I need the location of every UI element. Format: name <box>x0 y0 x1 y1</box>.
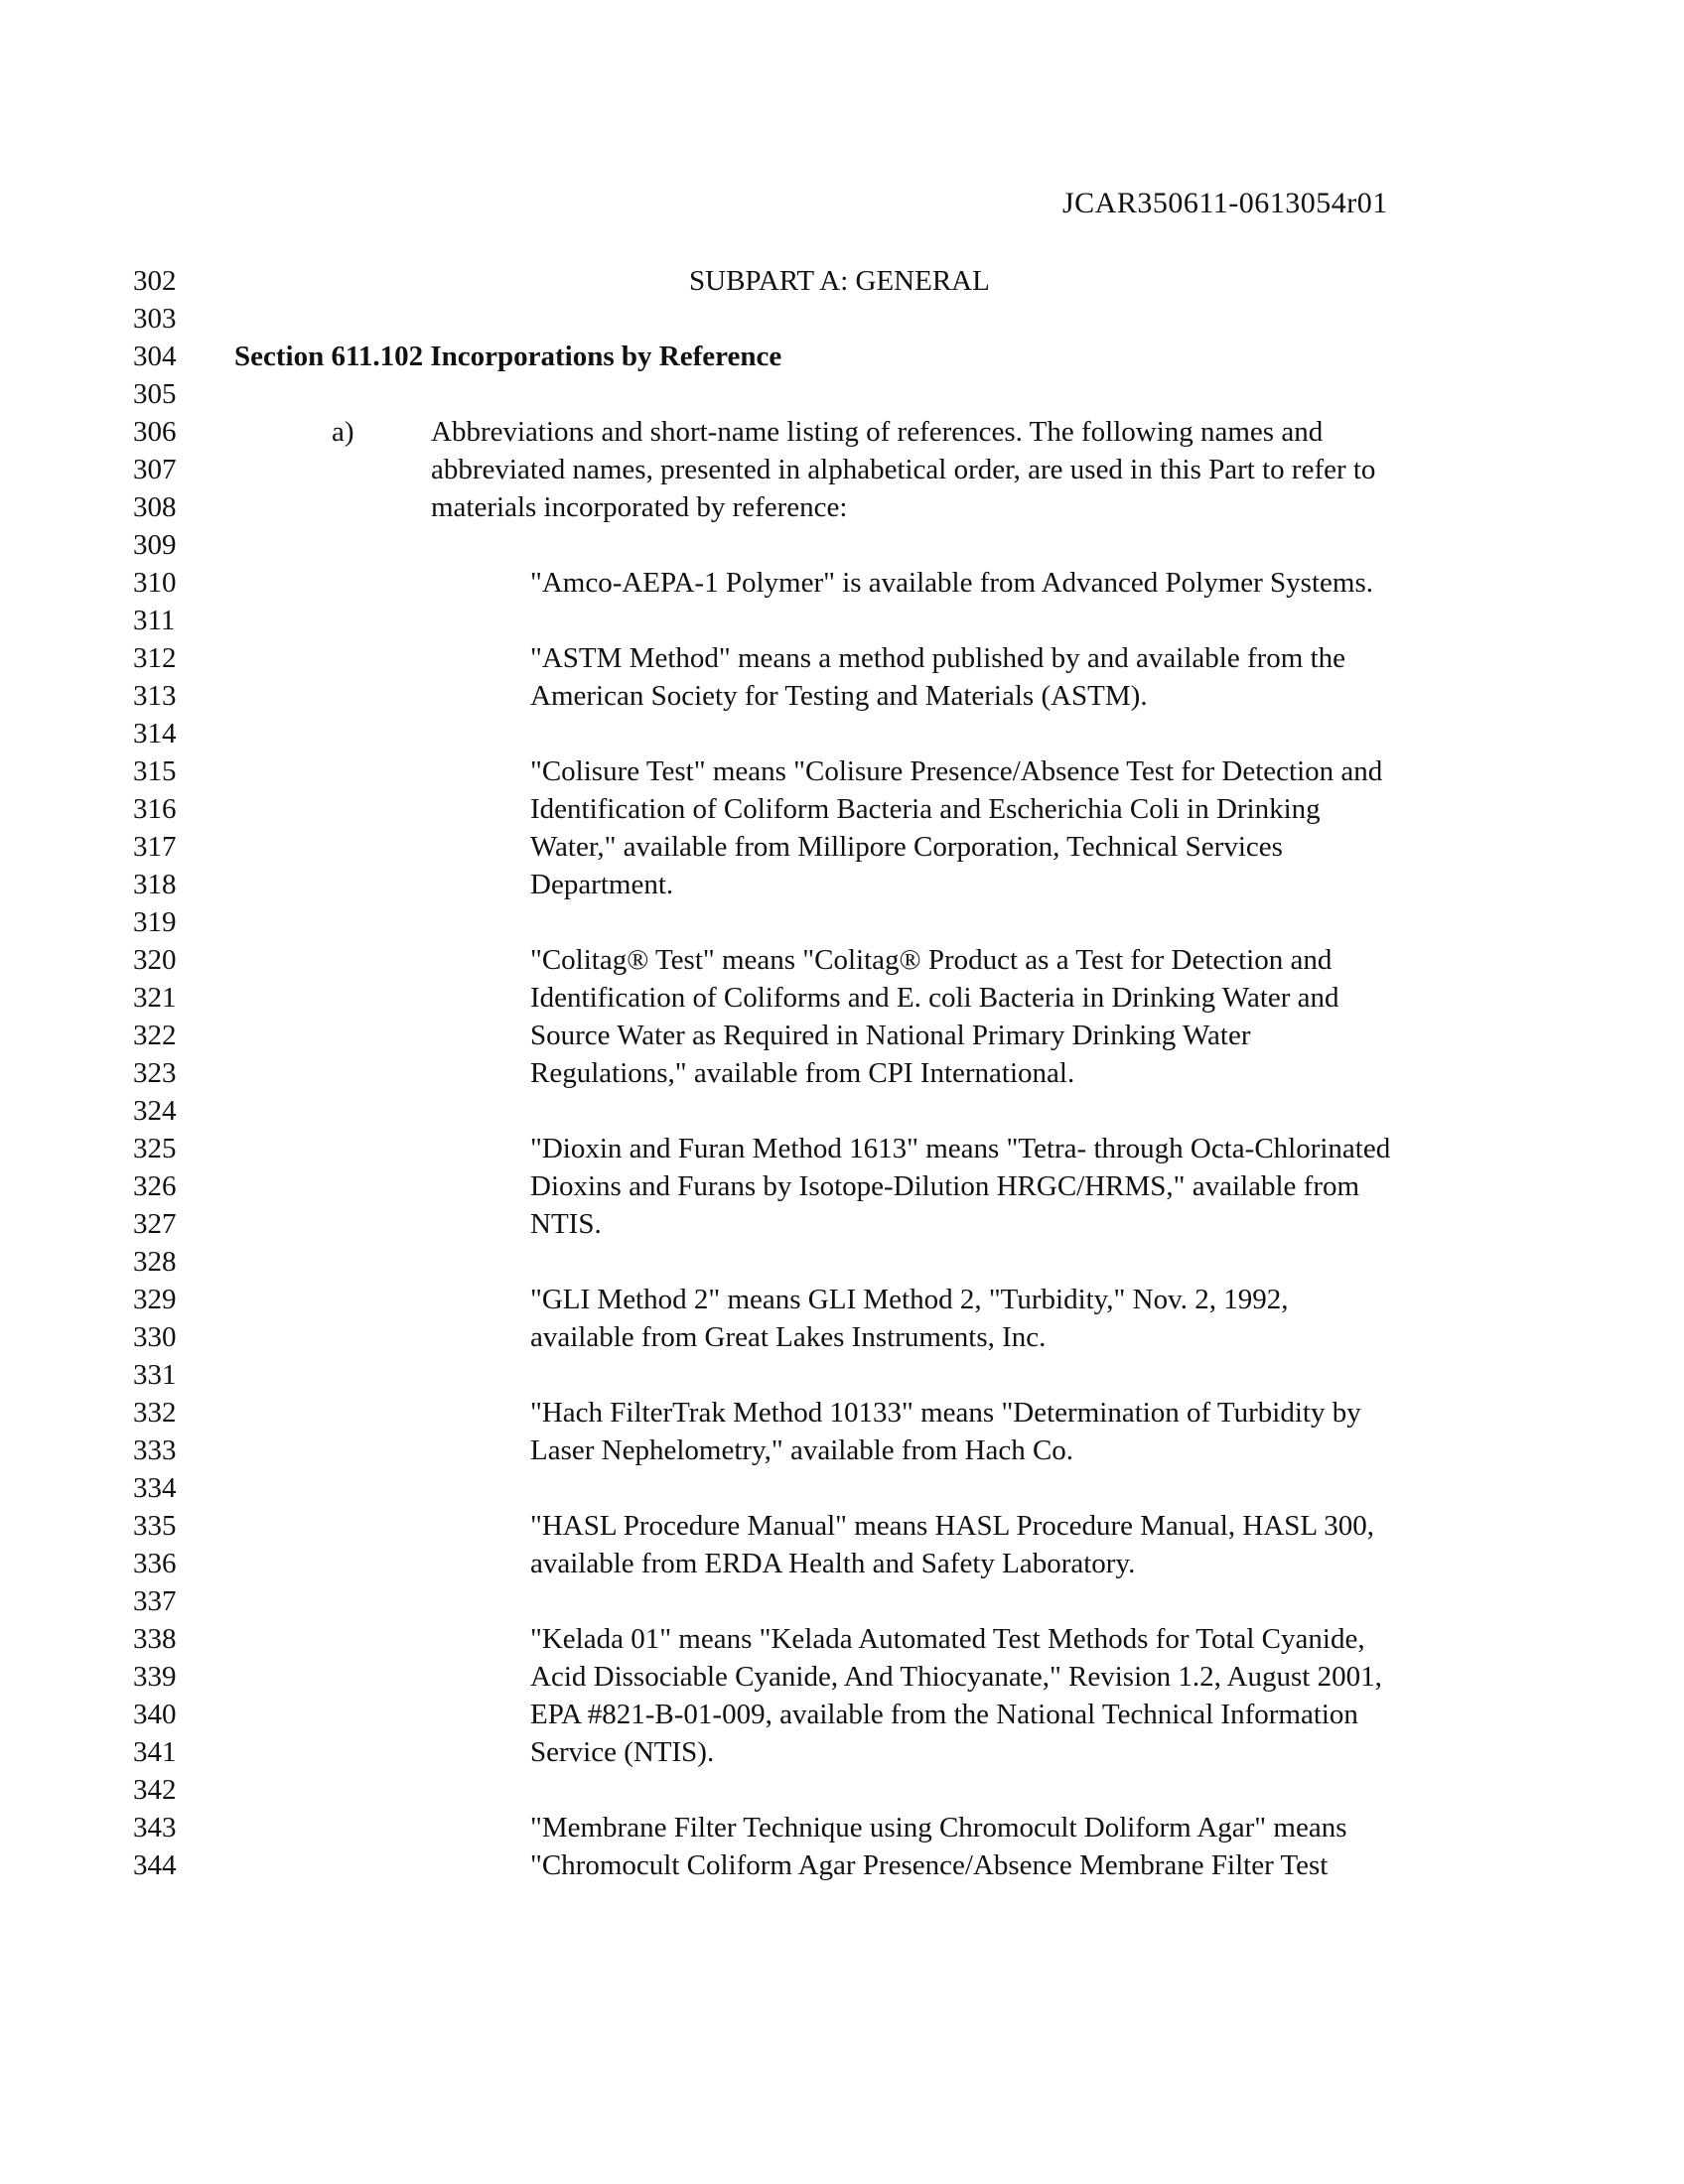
line-number: 325 <box>133 1133 177 1164</box>
definition-text: NTIS. <box>530 1208 602 1240</box>
line-number: 339 <box>133 1661 177 1693</box>
line-number: 305 <box>133 378 177 410</box>
document-line <box>0 903 1684 941</box>
definition-text: Source Water as Required in National Primary Drinking Water <box>530 1020 1251 1051</box>
document-line <box>0 1469 1684 1507</box>
document-line <box>0 1092 1684 1130</box>
line-number: 342 <box>133 1774 177 1806</box>
document-line <box>0 1205 1684 1243</box>
line-number: 322 <box>133 1020 177 1051</box>
document-line <box>0 1733 1684 1771</box>
document-line <box>0 866 1684 903</box>
definition-text: Identification of Coliforms and E. coli Bacteria in Drinking Water and <box>530 982 1339 1014</box>
document-line <box>0 1243 1684 1281</box>
line-number: 316 <box>133 793 177 825</box>
document-line <box>0 1545 1684 1582</box>
line-number: 318 <box>133 869 177 900</box>
line-number: 343 <box>133 1812 177 1843</box>
line-number: 311 <box>133 605 176 636</box>
line-number: 340 <box>133 1699 177 1730</box>
document-line <box>0 1130 1684 1167</box>
line-number: 302 <box>133 265 177 297</box>
line-number: 315 <box>133 755 177 787</box>
definition-text: Dioxins and Furans by Isotope-Dilution HRGC/HRMS," available from <box>530 1170 1360 1202</box>
line-number: 314 <box>133 718 177 750</box>
document-line <box>0 1054 1684 1092</box>
document-line <box>0 1507 1684 1545</box>
document-line <box>0 790 1684 828</box>
document-line <box>0 300 1684 338</box>
document-line <box>0 1658 1684 1696</box>
document-line <box>0 1167 1684 1205</box>
paragraph-text: materials incorporated by reference: <box>431 491 848 523</box>
line-number: 309 <box>133 529 177 561</box>
definition-text: "Kelada 01" means "Kelada Automated Test Methods for Total Cyanide, <box>530 1623 1365 1655</box>
paragraph-text: Abbreviations and short-name listing of references. The following names and <box>431 416 1324 448</box>
document-line <box>0 451 1684 488</box>
document-line <box>0 828 1684 866</box>
definition-text: "Colitag® Test" means "Colitag® Product as a Test for Detection and <box>530 944 1333 976</box>
document-line <box>0 375 1684 413</box>
line-number: 307 <box>133 454 177 485</box>
line-number: 327 <box>133 1208 177 1240</box>
line-number: 330 <box>133 1321 177 1353</box>
document-line <box>0 526 1684 564</box>
definition-text: Water," available from Millipore Corporation, Technical Services <box>530 831 1283 863</box>
line-number: 306 <box>133 416 177 448</box>
definition-text: available from ERDA Health and Safety Laboratory. <box>530 1548 1136 1579</box>
document-line <box>0 1846 1684 1884</box>
line-number: 331 <box>133 1359 177 1391</box>
document-line <box>0 413 1684 451</box>
definition-text: "Chromocult Coliform Agar Presence/Absence Membrane Filter Test <box>530 1849 1329 1881</box>
document-body <box>0 262 1684 1884</box>
line-number: 334 <box>133 1472 177 1504</box>
definition-text: "GLI Method 2" means GLI Method 2, "Turbidity," Nov. 2, 1992, <box>530 1284 1289 1315</box>
document-line <box>0 1582 1684 1620</box>
paragraph-label: a) <box>332 416 354 448</box>
line-number: 344 <box>133 1849 177 1881</box>
line-number: 308 <box>133 491 177 523</box>
definition-text: "Dioxin and Furan Method 1613" means "Tetra- through Octa-Chlorinated <box>530 1133 1391 1164</box>
line-number: 320 <box>133 944 177 976</box>
definition-text: Regulations," available from CPI International. <box>530 1057 1075 1089</box>
paragraph-text: abbreviated names, presented in alphabetical order, are used in this Part to refer to <box>431 454 1376 485</box>
document-line <box>0 1318 1684 1356</box>
document-line <box>0 1696 1684 1733</box>
line-number: 323 <box>133 1057 177 1089</box>
document-line <box>0 639 1684 677</box>
definition-text: Acid Dissociable Cyanide, And Thiocyanate," Revision 1.2, August 2001, <box>530 1661 1382 1693</box>
line-number: 310 <box>133 567 177 599</box>
document-line <box>0 941 1684 979</box>
document-id: JCAR350611-0613054r01 <box>1062 187 1388 219</box>
document-line <box>0 1017 1684 1054</box>
document-line <box>0 1771 1684 1809</box>
document-line <box>0 564 1684 602</box>
definition-text: Service (NTIS). <box>530 1736 715 1768</box>
document-line <box>0 1432 1684 1469</box>
definition-text: "Amco-AEPA-1 Polymer" is available from Advanced Polymer Systems. <box>530 567 1373 599</box>
document-line <box>0 1809 1684 1846</box>
line-number: 329 <box>133 1284 177 1315</box>
line-number: 335 <box>133 1510 177 1542</box>
document-line <box>0 1620 1684 1658</box>
definition-text: "ASTM Method" means a method published by and available from the <box>530 642 1346 674</box>
definition-text: Department. <box>530 869 674 900</box>
definition-text: EPA #821-B-01-009, available from the National Technical Information <box>530 1699 1358 1730</box>
line-number: 312 <box>133 642 177 674</box>
subpart-title: SUBPART A: GENERAL <box>689 265 990 297</box>
line-number: 321 <box>133 982 177 1014</box>
line-number: 313 <box>133 680 177 712</box>
line-number: 333 <box>133 1434 177 1466</box>
line-number: 338 <box>133 1623 177 1655</box>
definition-text: "HASL Procedure Manual" means HASL Procedure Manual, HASL 300, <box>530 1510 1375 1542</box>
document-line <box>0 602 1684 639</box>
definition-text: Identification of Coliform Bacteria and Escherichia Coli in Drinking <box>530 793 1321 825</box>
line-number: 326 <box>133 1170 177 1202</box>
document-line <box>0 1281 1684 1318</box>
document-line <box>0 677 1684 715</box>
line-number: 319 <box>133 906 177 938</box>
line-number: 332 <box>133 1397 177 1429</box>
line-number: 328 <box>133 1246 177 1278</box>
line-number: 303 <box>133 303 177 335</box>
section-heading: Section 611.102 Incorporations by Reference <box>234 341 782 372</box>
document-line <box>0 262 1684 300</box>
document-line <box>0 979 1684 1017</box>
document-line <box>0 338 1684 375</box>
definition-text: "Colisure Test" means "Colisure Presence/Absence Test for Detection and <box>530 755 1383 787</box>
document-line <box>0 752 1684 790</box>
document-line <box>0 488 1684 526</box>
line-number: 324 <box>133 1095 177 1127</box>
document-line <box>0 1394 1684 1432</box>
line-number: 341 <box>133 1736 177 1768</box>
line-number: 304 <box>133 341 177 372</box>
line-number: 317 <box>133 831 177 863</box>
definition-text: "Membrane Filter Technique using Chromocult Doliform Agar" means <box>530 1812 1347 1843</box>
definition-text: available from Great Lakes Instruments, Inc. <box>530 1321 1047 1353</box>
line-number: 336 <box>133 1548 177 1579</box>
line-number: 337 <box>133 1585 177 1617</box>
definition-text: American Society for Testing and Materials (ASTM). <box>530 680 1148 712</box>
document-line <box>0 1356 1684 1394</box>
definition-text: Laser Nephelometry," available from Hach Co. <box>530 1434 1074 1466</box>
definition-text: "Hach FilterTrak Method 10133" means "Determination of Turbidity by <box>530 1397 1361 1429</box>
document-line <box>0 715 1684 752</box>
